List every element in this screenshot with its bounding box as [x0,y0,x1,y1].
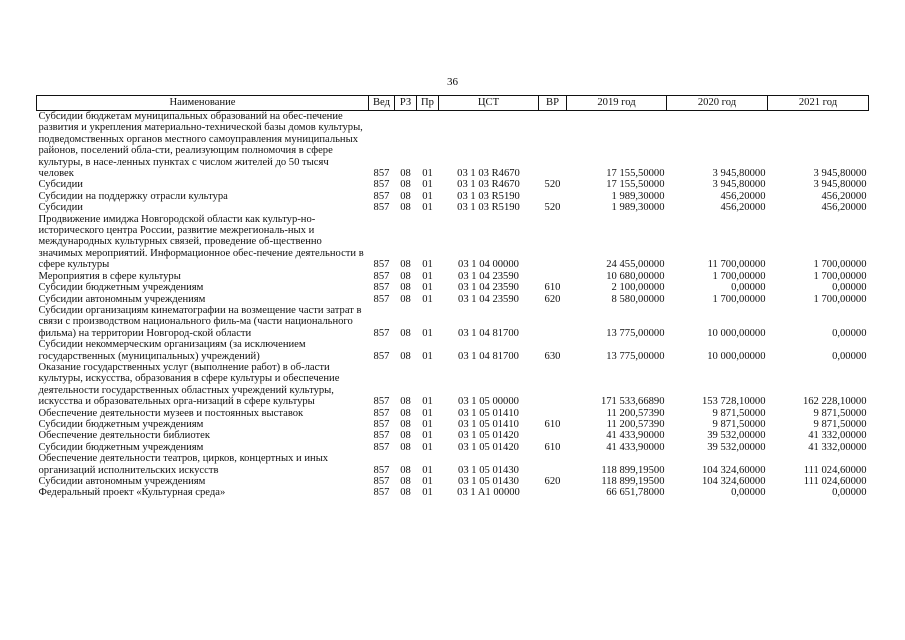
row-name: Обеспечение деятельности музеев и постоянных выставок [38,407,304,419]
row-2021: 0,00000 [832,327,867,339]
row-pr: 01 [422,407,433,419]
row-pr: 01 [422,270,433,282]
row-ved: 857 [373,464,390,476]
table-row [37,271,869,282]
row-2020: 104 324,60000 [701,464,766,476]
row-2021: 3 945,80000 [813,168,867,180]
row-cst: 03 1 03 R5190 [457,190,520,202]
row-2019: 11 200,57390 [606,418,665,430]
row-pr: 01 [422,327,433,339]
row-cst: 03 1 05 00000 [458,396,519,408]
table-row [37,111,869,180]
row-2020: 10 000,00000 [707,327,766,339]
row-2020: 11 700,00000 [707,259,766,271]
row-vr [539,305,567,339]
row-rz: 08 [400,202,411,214]
row-2019: 2 100,00000 [611,282,665,294]
header-2019: 2019 год [567,96,667,111]
table-row [37,442,869,453]
row-vr [539,271,567,282]
table-row [37,305,869,339]
table-row [37,294,869,305]
row-name: Мероприятия в сфере культуры [38,270,181,282]
table-row [37,408,869,419]
row-2020: 3 945,80000 [712,179,766,191]
table-row [37,282,869,293]
row-vr [539,408,567,419]
row-cst: 03 1 04 23590 [458,293,519,305]
row-2021: 111 024,60000 [803,464,867,476]
row-2019: 13 775,00000 [606,350,665,362]
row-cst: 03 1 05 01430 [458,476,519,487]
row-2020: 153 728,10000 [701,396,766,408]
row-rz: 08 [400,476,411,487]
row-vr: 520 [544,179,561,191]
row-rz: 08 [400,441,411,453]
table-row [37,419,869,430]
header-name: Наименование [37,96,369,111]
row-ved: 857 [373,476,390,487]
row-name: Обеспечение деятельности библиотек [38,430,210,442]
row-pr: 01 [422,259,433,271]
row-2020: 104 324,60000 [701,476,766,487]
row-name: Субсидии некоммерческим организациям (за исключением государственных (муниципальных) учреждений) [38,339,306,362]
table-row [37,476,869,487]
row-vr [539,430,567,441]
row-ved: 857 [373,350,390,362]
row-2020: 3 945,80000 [712,168,766,180]
row-ved: 857 [373,407,390,419]
row-2021: 41 332,00000 [808,430,867,442]
row-2020: 0,00000 [731,282,766,294]
row-vr [539,191,567,202]
row-2020: 9 871,50000 [712,407,766,419]
row-2019: 24 455,00000 [606,259,665,271]
row-2019: 17 155,50000 [606,179,665,191]
row-name: Субсидии автономным учреждениям [38,293,206,305]
row-rz: 08 [400,179,411,191]
row-pr: 01 [422,190,433,202]
row-2020: 0,00000 [731,487,766,499]
row-ved: 857 [373,179,390,191]
row-pr: 01 [422,396,433,408]
row-2020: 39 532,00000 [707,441,766,453]
row-2019: 41 433,90000 [606,430,665,442]
row-pr: 01 [422,464,433,476]
header-2020: 2020 год [667,96,768,111]
row-2021: 0,00000 [832,282,867,294]
row-rz: 08 [400,350,411,362]
row-cst: 03 1 04 23590 [458,270,519,282]
row-2021: 111 024,60000 [803,476,867,487]
row-name: Субсидии [38,179,83,191]
row-name: Субсидии бюджетам муниципальных образований на обес-печение развития и укрепления материально-технической базы домов культуры, подведомственных органов местного самоуправления муниципальных районов, поселений обла-сти, реализующим полномочия в сфере культуры, в насе-ленных пунктах с числом жителей до 50 тысяч человек [38,111,363,180]
row-2019: 8 580,00000 [611,293,665,305]
row-ved: 857 [373,418,390,430]
row-pr: 01 [422,282,433,294]
row-2019: 171 533,66890 [600,396,665,408]
row-vr: 520 [544,202,561,214]
row-2021: 41 332,00000 [808,441,867,453]
row-ved: 857 [373,327,390,339]
header-pr: Пр [417,96,439,111]
row-2021: 162 228,10000 [802,396,867,408]
row-2021: 9 871,50000 [813,407,867,419]
row-rz: 08 [400,168,411,180]
row-vr: 630 [544,350,561,362]
table-row [37,339,869,362]
table-body [37,111,869,499]
row-cst: 03 1 05 01410 [458,407,519,419]
row-rz: 08 [400,293,411,305]
header-row [37,96,869,111]
row-ved: 857 [373,202,390,214]
row-ved: 857 [373,293,390,305]
row-pr: 01 [422,179,433,191]
row-rz: 08 [400,396,411,408]
row-2020: 1 700,00000 [712,293,766,305]
row-rz: 08 [400,282,411,294]
row-ved: 857 [373,282,390,294]
row-ved: 857 [373,270,390,282]
row-rz: 08 [400,418,411,430]
row-2019: 10 680,00000 [606,270,665,282]
table-row [37,179,869,190]
row-vr: 610 [544,418,561,430]
row-vr [539,214,567,271]
row-cst: 03 1 05 01420 [458,441,519,453]
row-vr: 610 [544,441,561,453]
row-2021: 1 700,00000 [813,293,867,305]
row-ved: 857 [373,190,390,202]
page-number: 36 [447,76,458,88]
row-2021: 1 700,00000 [813,259,867,271]
row-rz: 08 [400,430,411,442]
table-row [37,362,869,408]
row-2019: 11 200,57390 [606,407,665,419]
row-rz: 08 [400,270,411,282]
row-cst: 03 1 03 R4670 [457,179,520,191]
row-2020: 9 871,50000 [712,418,766,430]
budget-table [36,95,869,499]
row-2021: 0,00000 [832,350,867,362]
row-vr [539,362,567,408]
row-2019: 1 989,30000 [611,190,665,202]
row-name: Субсидии бюджетным учреждениям [38,441,204,453]
row-cst: 03 1 05 01410 [458,418,519,430]
row-rz: 08 [400,464,411,476]
row-name: Субсидии [38,202,83,214]
row-pr: 01 [422,293,433,305]
row-2021: 1 700,00000 [813,270,867,282]
row-2020: 1 700,00000 [712,270,766,282]
row-ved: 857 [373,168,390,180]
table-row [37,191,869,202]
row-vr: 620 [544,293,561,305]
row-vr [539,111,567,180]
row-ved: 857 [373,396,390,408]
row-name: Субсидии на поддержку отрасли культура [38,190,228,202]
row-vr: 620 [544,476,561,487]
header-ved: Вед [369,96,395,111]
table-row [37,202,869,213]
table-row [37,453,869,476]
row-rz: 08 [400,190,411,202]
row-2019: 17 155,50000 [606,168,665,180]
row-2019: 41 433,90000 [606,441,665,453]
row-pr: 01 [422,487,433,499]
row-rz: 08 [400,259,411,271]
row-2019: 118 899,19500 [601,464,665,476]
row-2019: 66 651,78000 [606,487,665,499]
row-rz: 08 [400,407,411,419]
row-name: Обеспечение деятельности театров, цирков, концертных и иных организаций исполнительских искусств [38,453,329,476]
row-2021: 456,20000 [821,202,867,214]
row-2020: 39 532,00000 [707,430,766,442]
row-vr: 610 [544,282,561,294]
row-pr: 01 [422,430,433,442]
row-vr [539,453,567,476]
row-2020: 456,20000 [720,202,766,214]
row-2019: 118 899,19500 [601,476,665,487]
row-pr: 01 [422,441,433,453]
row-pr: 01 [422,476,433,487]
row-2019: 13 775,00000 [606,327,665,339]
header-2021: 2021 год [768,96,869,111]
header-rz: РЗ [395,96,417,111]
row-rz: 08 [400,487,411,499]
row-name: Субсидии бюджетным учреждениям [38,418,204,430]
row-vr [539,487,567,498]
row-name: Оказание государственных услуг (выполнение работ) в об-ласти культуры, искусства, образования в сфере культуры и обеспечение деятельности государственных областных учреждений культуры, искусства и образовательных орга-низаций в сфере культуры [38,361,340,408]
row-name: Субсидии бюджетным учреждениям [38,282,204,294]
row-pr: 01 [422,350,433,362]
row-ved: 857 [373,487,390,499]
row-2021: 3 945,80000 [813,179,867,191]
row-pr: 01 [422,168,433,180]
row-2020: 456,20000 [720,190,766,202]
row-cst: 03 1 04 00000 [458,259,519,271]
row-pr: 01 [422,202,433,214]
row-2021: 9 871,50000 [813,418,867,430]
row-cst: 03 1 04 81700 [458,350,519,362]
row-2020: 10 000,00000 [707,350,766,362]
table-row [37,430,869,441]
row-cst: 03 1 04 23590 [458,282,519,294]
table-row [37,214,869,271]
row-cst: 03 1 05 01420 [458,430,519,442]
row-2021: 456,20000 [821,190,867,202]
row-cst: 03 1 05 01430 [458,464,519,476]
row-2021: 0,00000 [832,487,867,499]
row-name: Федеральный проект «Культурная среда» [38,487,226,499]
header-vr: ВР [539,96,567,111]
row-name: Субсидии организациям кинематографии на возмещение части затрат в связи с производством национального филь-ма (части национального фильма) на территории Новгород-ской области [38,304,362,339]
row-2019: 1 989,30000 [611,202,665,214]
row-cst: 03 1 04 81700 [458,327,519,339]
row-ved: 857 [373,441,390,453]
row-name: Субсидии автономным учреждениям [38,476,206,487]
row-ved: 857 [373,430,390,442]
row-cst: 03 1 A1 00000 [457,487,520,499]
table-row [37,487,869,498]
header-cst: ЦСТ [439,96,539,111]
row-ved: 857 [373,259,390,271]
row-pr: 01 [422,418,433,430]
row-cst: 03 1 03 R4670 [457,168,520,180]
row-rz: 08 [400,327,411,339]
row-name: Продвижение имиджа Новгородской области как культур-но-исторического центра России, развитие межрегиональ-ных и международных культурных связей, проведение об-щественно значимых мероприятий. Информационное обес-печение деятельности в сфере культуры [38,213,364,271]
row-cst: 03 1 03 R5190 [457,202,520,214]
